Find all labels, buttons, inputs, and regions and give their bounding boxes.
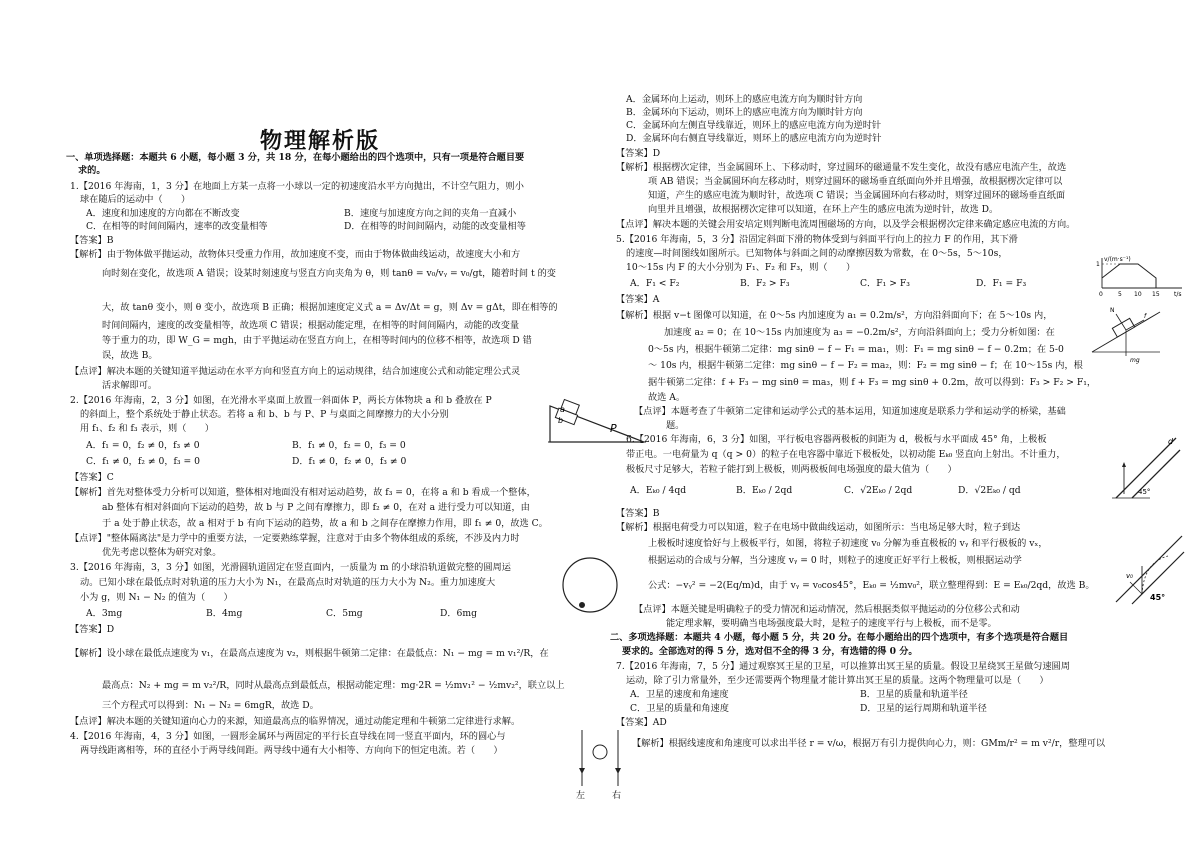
text-line: 能定理求解，要明确当电场强度最大时，是粒子的速度平行与上极板，而不是零。 [666, 618, 997, 629]
text-line: 题。 [666, 420, 685, 431]
text-line: 【解析】根据楞次定律，当金属圆环上、下移动时，穿过圆环的磁通量不发生变化，故没有感应电流产生，故选 [616, 162, 1067, 173]
angle-45-label: 45° [1150, 593, 1166, 602]
text-line: 【答案】B [616, 508, 660, 519]
text-line: 【点评】解决本题的关键知道向心力的来源，知道最高点的临界情况，通过动能定理和牛顿第二定律进行求解。 [70, 716, 521, 727]
right-label: 右 [612, 791, 622, 800]
text-line: 二、多项选择题：本题共 4 小题，每小题 5 分，共 20 分。在每小题给出的四个选项中，有多个选项是符合题目 [610, 632, 1069, 643]
text-line: 据牛顿第二定律：f + F₃ − mg sinθ = ma₃，则 f + F₃ = mg sinθ + 0.2m，故可以得到：F₃ > F₂ > F₁， [648, 377, 1097, 388]
text-line: 【点评】本题考查了牛顿第二定律和运动学公式的基本运用，知道加速度是联系力学和运动学的桥梁，基础 [634, 406, 1066, 417]
text-line: 【点评】解决本题的关键知道平抛运动在水平方向和竖直方向上的运动规律，结合加速度公式和动能定理公式灵 [70, 366, 521, 377]
t-axis-label: t/s [1174, 291, 1182, 298]
text-line: 一、单项选择题：本题共 6 小题，每小题 3 分，共 18 分，在每小题给出的四个选项中，只有一项是符合题目要 [66, 152, 525, 163]
particle-path-figure [1112, 516, 1188, 608]
text-line: 根据运动的合成与分解，当分速度 vᵧ = 0 时，则粒子的速度正好平行上极板，则根据运动学 [648, 555, 1022, 566]
text-line: 【解析】根据线速度和角速度可以求出半径 r = v/ω，根据万有引力提供向心力，则：GMm/r² = m v²/r，整理可以 [632, 738, 1106, 749]
text-line: 加速度 a₂ = 0；在 10～15s 内加速度为 a₃ = −0.2m/s²，方向沿斜面向上；受力分析如图：在 [664, 327, 1055, 338]
page-title: 物理解析版 [260, 128, 381, 154]
text-line: 带正电。一电荷量为 q（q > 0）的粒子在电容器中靠近下极板处，以初动能 Eₖ₀ 竖直向上射出。不计重力， [626, 449, 1066, 460]
text-line: 公式：−vᵧ² = −2(Eq/m)d，由于 vᵧ = v₀cos45°，Eₖ₀ = ½mv₀²，联立整理得到：E = Eₖ₀/2qd，故选 B。 [648, 580, 1095, 591]
text-line: B．4mg [206, 608, 243, 619]
block-b-label: b [558, 416, 564, 425]
text-line: 最高点：N₂ + mg = m v₂²/R，同时从最高点到最低点，根据动能定理：mg·2R = ½mv₁² − ½mv₂²，联立以上 [102, 680, 565, 691]
text-line: 【解析】设小球在最低点速度为 v₁，在最高点速度为 v₂，则根据牛顿第二定律：在最低点：N₁ − mg = m v₁²/R，在 [70, 648, 549, 659]
text-line: 时间间隔内，速度的改变量相等，故选项 C 错误；根据动能定理，在相等的时间间隔内，动能的改变量 [102, 320, 520, 331]
capacitor-figure [1106, 430, 1186, 502]
text-line: 【答案】B [70, 235, 114, 246]
text-line: 球在随后的运动中（ ） [80, 194, 191, 205]
text-line: C．√2Eₖ₀ / 2qd [844, 485, 913, 496]
v-axis-label: v/(m·s⁻¹) [1104, 256, 1131, 263]
text-line: 2.【2016 年海南，2，3 分】如图，在光滑水平桌面上放置一斜面体 P，两长方体物块 a 和 b 叠放在 P [70, 395, 492, 406]
text-line: 4.【2016 年海南，4，3 分】如图，一圆形金属环与两固定的平行长直导线在同一竖直平面内，环的圆心与 [70, 731, 506, 742]
angle-label: 45° [1138, 488, 1151, 496]
text-line: 活求解即可。 [102, 380, 158, 391]
text-line: 【点评】本题关键是明确粒子的受力情况和运动情况，然后根据类似平抛运动的分位移公式和动 [634, 604, 1020, 615]
text-line: D．6mg [440, 608, 477, 619]
text-line: C．在相等的时间间隔内，速率的改变量相等 [86, 221, 268, 232]
text-line: A．F₁ < F₂ [630, 278, 680, 289]
gravity-label: mg [1130, 357, 1140, 364]
t10-tick: 10 [1134, 291, 1142, 298]
text-line: 【答案】A [616, 294, 660, 305]
text-line: A．卫星的速度和角速度 [630, 689, 729, 700]
velocity-time-graph [1090, 254, 1186, 298]
text-line: 运动，除了引力常量外，至少还需要两个物理量才能计算出冥王星的质量。这两个物理量可以是（ ） [626, 675, 1049, 686]
wires-ring-figure [572, 728, 632, 800]
text-line: 1.【2016 年海南，1，3 分】在地面上方某一点将一小球以一定的初速度沿水平方向抛出，不计空气阻力，则小 [70, 181, 524, 192]
text-line: 于 a 处于静止状态，故 a 相对于 b 有向下运动的趋势，故 a 和 b 之间存在摩擦力作用，即 f₁ ≠ 0，故选 C。 [102, 518, 548, 529]
text-line: 【答案】D [70, 624, 115, 635]
text-line: 5.【2016 年海南，5，3 分】沿固定斜面下滑的物体受到与斜面平行向上的拉力 F 的作用，其下滑 [616, 234, 1018, 245]
v0-label: v₀ [1126, 572, 1133, 580]
text-line: 的斜面上，整个系统处于静止状态。若将 a 和 b、b 与 P、P 与桌面之间摩擦力的大小分别 [80, 409, 449, 420]
text-line: 【答案】C [70, 472, 114, 483]
text-line: 向时刻在变化，故选项 A 错误；设某时刻速度与竖直方向夹角为 θ，则 tanθ = v₀/vᵧ = v₀/gt，随着时间 t 的变 [102, 268, 556, 279]
text-line: ～ 10s 内，根据牛顿第二定律：mg sinθ − f − F₂ = ma₂，则：F₂ = mg sinθ − f；在 10～15s 内，根 [648, 360, 1083, 371]
text-line: 【解析】由于物体做平抛运动，故物体只受重力作用，故加速度不变，而由于物体做曲线运动，故速度大小和方 [70, 249, 521, 260]
text-line: 项 AB 错误；当金属圆环向左移动时，则穿过圆环的磁场垂直纸面向外并且增强，故根据楞次定律可以 [648, 176, 1063, 187]
force-diagram-figure [1086, 298, 1166, 364]
text-line: B．卫星的质量和轨道半径 [860, 689, 968, 700]
text-line: D．√2Eₖ₀ / qd [958, 485, 1021, 496]
text-line: B．Eₖ₀ / 2qd [736, 485, 793, 496]
v1-tick: 1 [1096, 261, 1100, 268]
text-line: C．F₁ > F₃ [860, 278, 910, 289]
block-a-label: a [560, 405, 565, 414]
text-line: 【解析】根据电荷受力可以知道，粒子在电场中做曲线运动，如图所示：当电场足够大时，粒子到达 [616, 522, 1021, 533]
text-line: D．f₁ ≠ 0，f₂ ≠ 0，f₃ ≠ 0 [292, 456, 407, 467]
text-line: A．f₁ = 0，f₂ ≠ 0，f₃ ≠ 0 [86, 440, 200, 451]
text-line: 两导线距离相等，环的直径小于两导线间距。两导线中通有大小相等、方向向下的恒定电流。若（ ） [80, 745, 503, 756]
t15-tick: 15 [1152, 291, 1160, 298]
text-line: 6.【2016 年海南，6，3 分】如图，平行板电容器两极板的间距为 d，极板与水平面成 45° 角，上极板 [626, 434, 1047, 445]
text-line: C．f₁ ≠ 0，f₂ ≠ 0，f₃ = 0 [86, 456, 200, 467]
text-line: 故选 A。 [648, 392, 686, 403]
text-line: 知道，产生的感应电流为顺时针，故选项 C 错误；当金属圆环向右移动时，则穿过圆环的磁场垂直纸面 [648, 190, 1066, 201]
text-line: 上极板时速度恰好与上极板平行，如图，将粒子初速度 v₀ 分解为垂直极板的 vᵧ 和平行极板的 vₓ， [648, 538, 1048, 549]
text-line: B．F₂ > F₃ [740, 278, 790, 289]
text-line: 大，故 tanθ 变小，则 θ 变小，故选项 B 正确；根据加速度定义式 a = Δv/Δt = g，则 Δv = gΔt，即在相等的 [102, 302, 558, 313]
text-line: 求的。 [78, 165, 106, 176]
text-line: 【点评】解决本题的关键会用安培定则判断电流周围磁场的方向，以及学会根据楞次定律来确定感应电流的方向。 [616, 219, 1076, 230]
text-line: D．卫星的运行周期和轨道半径 [860, 703, 987, 714]
t0-tick: 0 [1099, 291, 1103, 298]
text-line: 动。已知小球在最低点时对轨道的压力大小为 N₁，在最高点时对轨道的压力大小为 N₂。重力加速度大 [80, 577, 496, 588]
incline-blocks-figure [548, 398, 648, 446]
text-line: 误，故选 B。 [102, 350, 158, 361]
text-line: A．速度和加速度的方向都在不断改变 [86, 208, 240, 219]
text-line: C．卫星的质量和角速度 [630, 703, 729, 714]
text-line: D．在相等的时间间隔内，动能的改变量相等 [344, 221, 526, 232]
text-line: B．金属环向下运动，则环上的感应电流方向为顺时针方向 [626, 107, 863, 118]
text-line: A．金属环向上运动，则环上的感应电流方向为顺时针方向 [626, 94, 863, 105]
text-line: 【点评】"整体隔离法"是力学中的重要方法，一定要熟练掌握，注意对于由多个物体组成的系统，不涉及内力时 [70, 533, 520, 544]
text-line: C．5mg [326, 608, 363, 619]
normal-force-label: N [1110, 307, 1115, 314]
text-line: ab 整体有相对斜面向下运动的趋势，故 b 与 P 之间有摩擦力，即 f₂ ≠ 0，在对 a 进行受力可以知道，由 [102, 502, 530, 513]
text-line: 要求的。全部选对的得 5 分，选对但不全的得 3 分，有选错的得 0 分。 [622, 646, 918, 657]
friction-label: f [1144, 313, 1147, 320]
text-line: 7.【2016 年海南，7，5 分】通过观察冥王星的卫星，可以推算出冥王星的质量。假设卫星绕冥王星做匀速圆周 [616, 661, 1070, 672]
text-line: 用 f₁、f₂ 和 f₃ 表示，则（ ） [80, 423, 214, 434]
text-line: 【解析】首先对整体受力分析可以知道，整体相对地面没有相对运动趋势，故 f₃ = 0，在将 a 和 b 看成一个整体， [70, 487, 536, 498]
gap-label: d [1168, 437, 1174, 446]
text-line: 【答案】AD [616, 717, 667, 728]
text-line: 极板尺寸足够大，若粒子能打到上极板，则两极板间电场强度的最大值为（ ） [626, 464, 957, 475]
text-line: 小为 g，则 N₁ − N₂ 的值为（ ） [80, 592, 233, 603]
text-line: 等于重力的功，即 W_G = mgh，由于平抛运动在竖直方向上，在相等时间内的位移不相等，故选项 D 错 [102, 335, 532, 346]
text-line: A．3mg [86, 608, 123, 619]
text-line: B．速度与加速度方向之间的夹角一直减小 [344, 208, 517, 219]
text-line: 的速度—时间图线如图所示。已知物体与斜面之间的动摩擦因数为常数，在 0～5s，5～10s， [626, 248, 1008, 259]
text-line: 【解析】根据 v−t 图像可以知道，在 0～5s 内加速度为 a₁ = 0.2m/s²，方向沿斜面向下；在 5～10s 内， [616, 310, 1053, 321]
text-line: 【答案】D [616, 148, 661, 159]
text-line: D．F₁ = F₃ [976, 278, 1027, 289]
text-line: D．金属环向右侧直导线靠近，则环上的感应电流方向为逆时针 [626, 133, 882, 144]
text-line: 0～5s 内，根据牛顿第二定律：mg sinθ − f − F₁ = ma₁，则：F₁ = mg sinθ − f − 0.2m；在 5-0 [648, 344, 1064, 355]
text-line: 3.【2016 年海南，3，3 分】如图，光滑圆轨道固定在竖直面内，一质量为 m 的小球沿轨道做完整的圆周运 [70, 562, 511, 573]
text-line: 三个方程式可以得到：N₁ − N₂ = 6mgR，故选 D。 [102, 700, 319, 711]
t5-tick: 5 [1118, 291, 1122, 298]
left-label: 左 [576, 791, 586, 800]
text-line: C．金属环向左侧直导线靠近，则环上的感应电流方向为逆时针 [626, 120, 882, 131]
text-line: 优先考虑以整体为研究对象。 [102, 547, 222, 558]
text-line: 10～15s 内 F 的大小分别为 F₁、F₂ 和 F₃，则（ ） [626, 262, 856, 273]
incline-p-label: P [610, 422, 617, 435]
text-line: B．f₁ ≠ 0，f₂ = 0，f₃ = 0 [292, 440, 406, 451]
circular-track-figure [560, 555, 620, 615]
text-line: A．Eₖ₀ / 4qd [630, 485, 687, 496]
text-line: 向里并且增强，故根据楞次定律可以知道，在环上产生的感应电流为逆时针，故选 D。 [648, 204, 999, 215]
